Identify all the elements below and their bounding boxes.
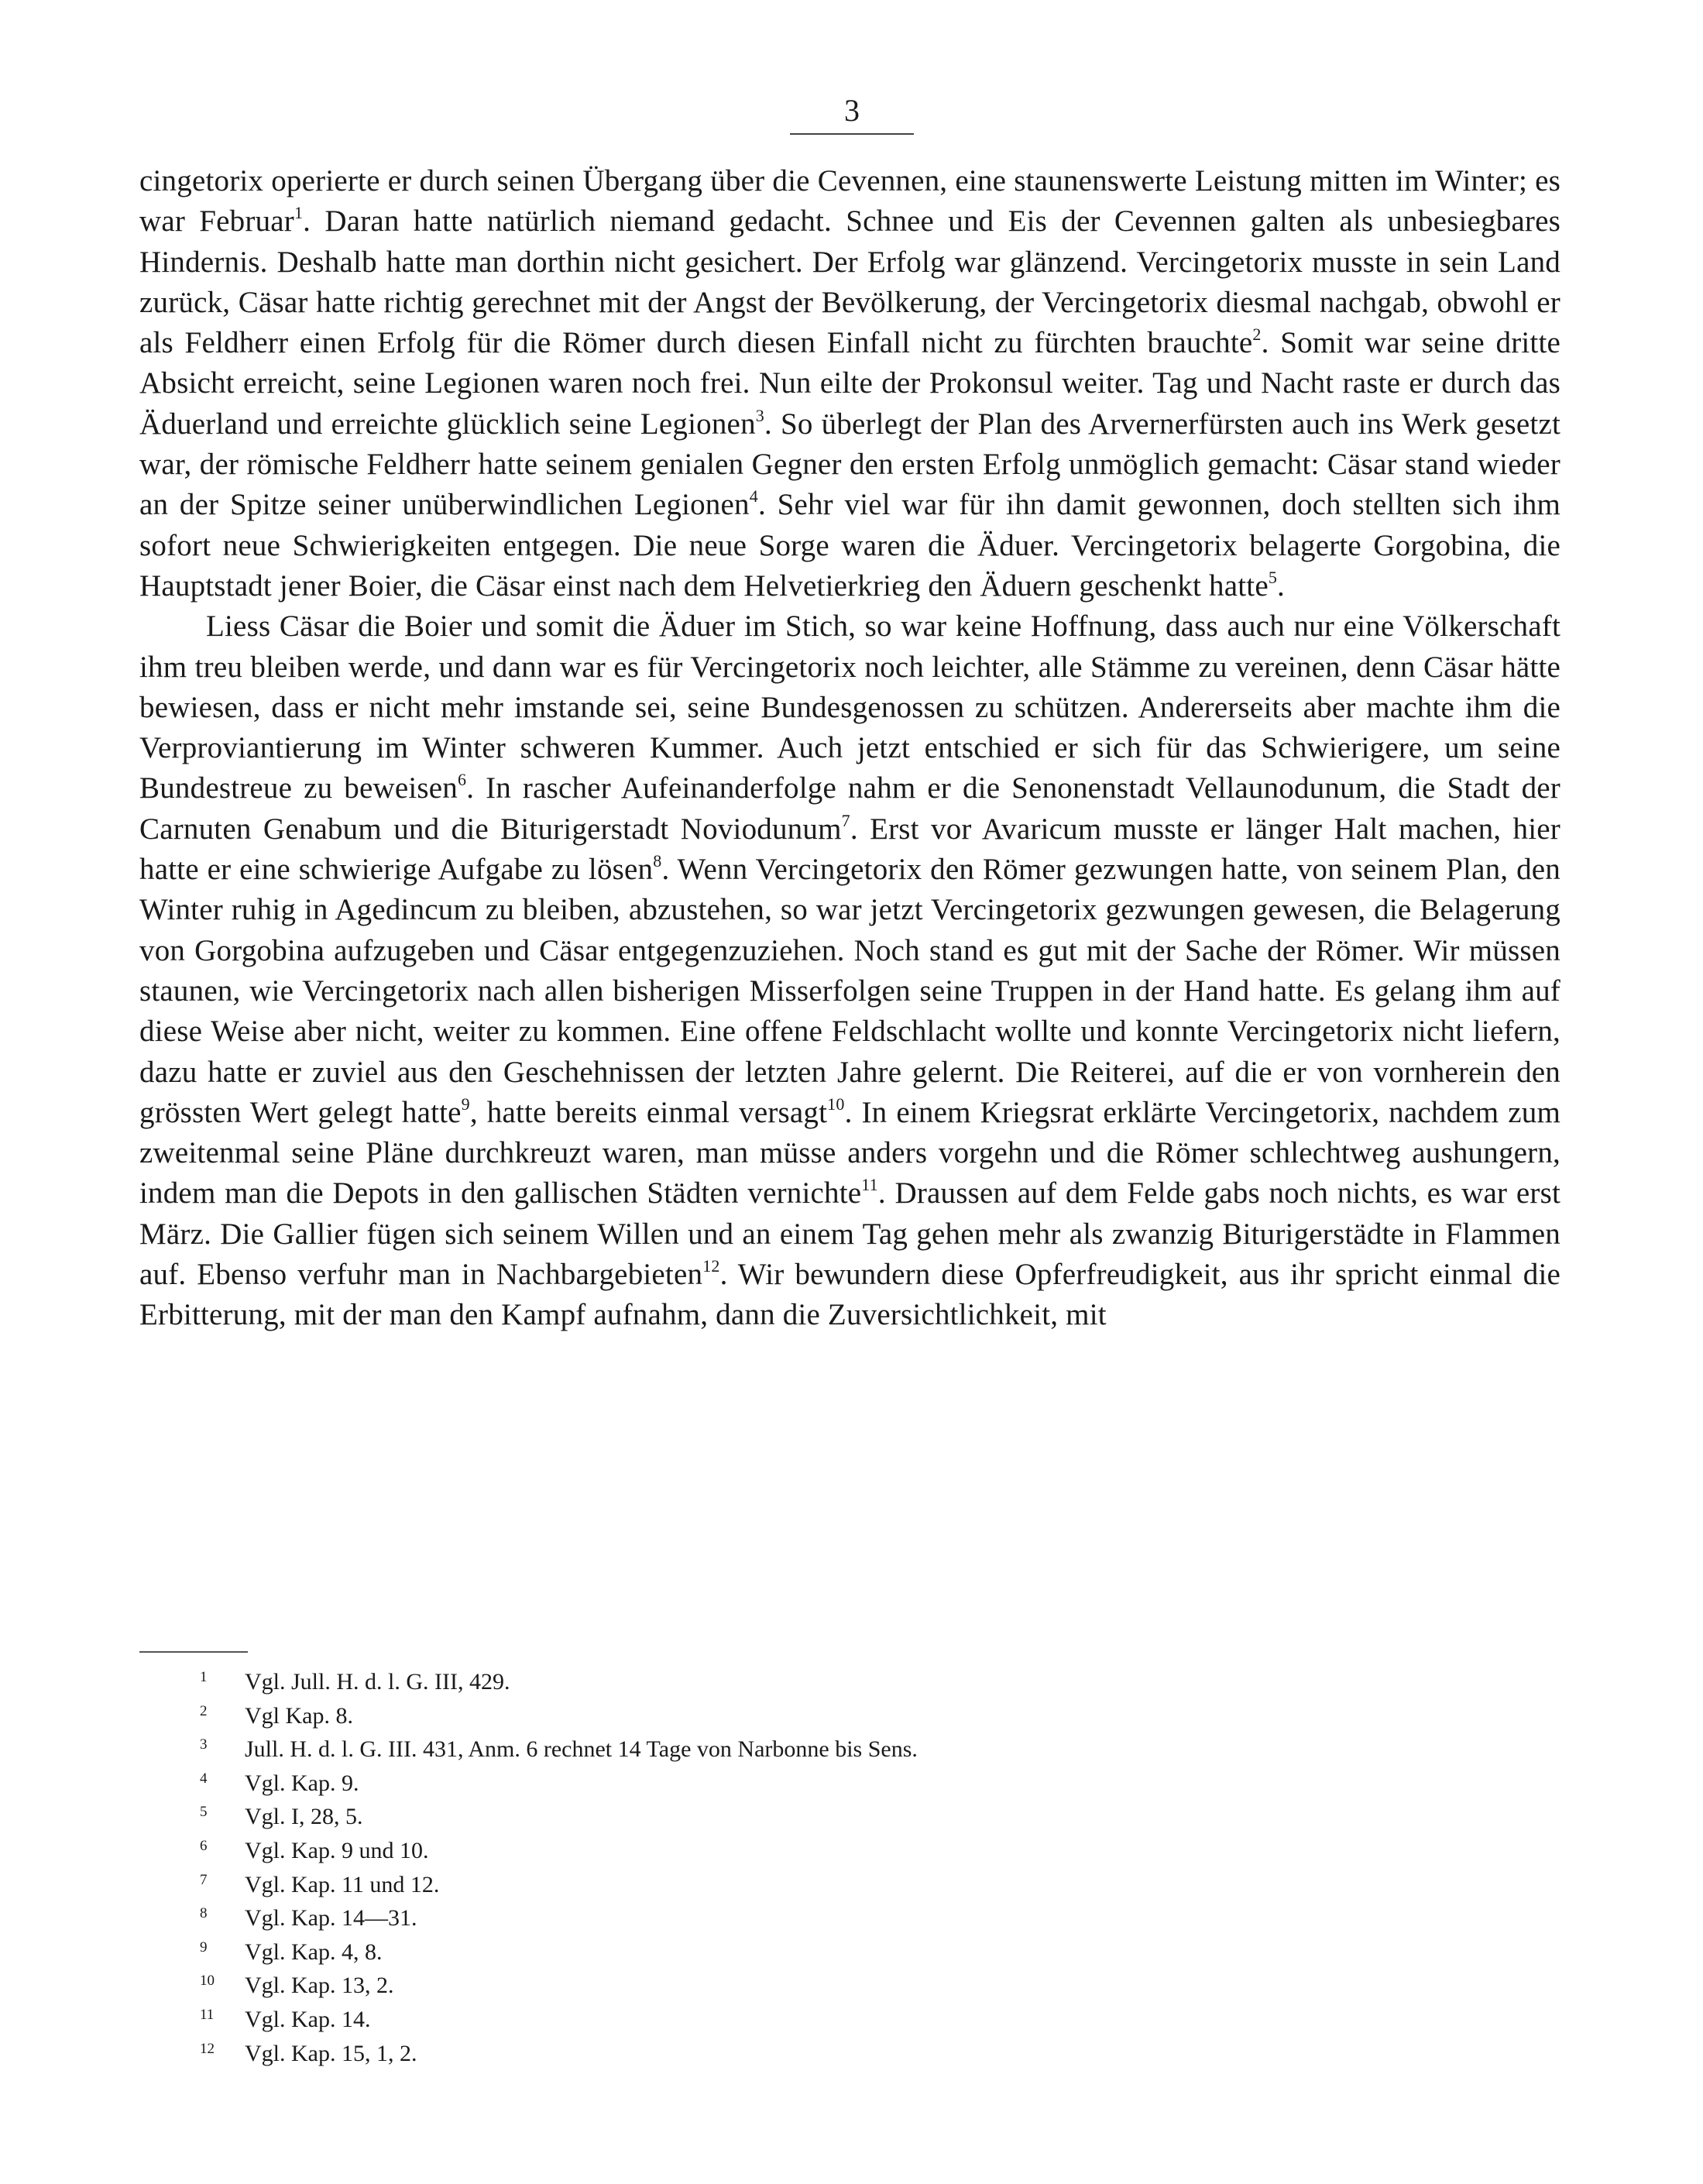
- footnote-reference: 10: [827, 1094, 845, 1114]
- text-run: Liess Cäsar die Boier und somit die Äduer im Stich, so war keine Hoffnung, dass auch nur eine Völkerschaft ihm treu bleiben werde, und dann war es für Vercingetorix noch leichter, alle Stämme zu vereinen, denn Cäsar hätte bewiesen, dass er nicht mehr imstande sei, seine Bundesgenossen zu schützen. Andererseits aber machte ihm die Verproviantierung im Winter schweren Kummer. Auch jetzt entschied er sich für das Schwierigere, um seine Bundestreue zu beweisen: [139, 610, 1561, 805]
- text-run: . In einem Kriegsrat erklärte Vercingetorix, nachdem zum zweitenmal seine Pläne durchkreuzt waren, man müsse anders vorgehn und die Römer schlechtweg aushungern, indem man die Depots in den gallischen Städten vernichte: [139, 1095, 1561, 1210]
- text-run: . Draussen auf dem Felde gabs noch nichts, es war erst März. Die Gallier fügen sich seinem Willen und an einem Tag gehen mehr als zwanzig Biturigerstädte in Flammen auf. Ebenso verfuhr man in Nachbargebieten: [139, 1176, 1561, 1292]
- footnote: 8 Vgl. Kap. 14—31.: [200, 1905, 417, 1932]
- footnote-reference: 7: [841, 810, 850, 830]
- text-run: . Daran hatte natürlich niemand gedacht. Schnee und Eis der Cevennen galten als unbesiegbares Hindernis. Deshalb hatte man dorthin nicht gesichert. Der Erfolg war glänzend. Vercingetorix musste in sein Land zurück, Cäsar hatte richtig gerechnet mit der Angst der Bevölkerung, der Vercingetorix diesmal nachgab, obwohl er als Feldherr einen Erfolg für die Römer durch diesen Einfall nicht zu fürchten brauchte: [139, 204, 1561, 360]
- footnote-text: Vgl. Jull. H. d. l. G. III, 429.: [245, 1669, 510, 1695]
- footnote-text: Vgl. Kap. 14—31.: [245, 1905, 417, 1932]
- footnote-text: Jull. H. d. l. G. III. 431, Anm. 6 rechnet 14 Tage von Narbonne bis Sens.: [245, 1736, 918, 1763]
- text-run: . In rascher Aufeinanderfolge nahm er die Senonenstadt Vellaunodunum, die Stadt der Carnuten Genabum und die Biturigerstadt Noviodunum: [139, 771, 1561, 846]
- text-run: . Wir bewundern diese Opferfreudigkeit, aus ihr spricht einmal die Erbitterung, mit der man den Kampf aufnahm, dann die Zuversichtlichkeit, mit: [139, 1258, 1561, 1332]
- text-run: . So überlegt der Plan des Arvernerfürsten auch ins Werk gesetzt war, der römische Feldherr hatte seinem genialen Gegner den ersten Erfolg unmöglich gemacht: Cäsar stand wieder an der Spitze seiner unüberwindlichen Legionen: [139, 407, 1561, 522]
- footnote: 4 Vgl. Kap. 9.: [200, 1770, 359, 1796]
- footnote: 7 Vgl. Kap. 11 und 12.: [200, 1871, 440, 1897]
- footnote-reference: 4: [749, 486, 758, 507]
- paragraph: [139, 606, 1561, 1335]
- footnote-text: Vgl Kap. 8.: [245, 1702, 353, 1729]
- footnote: 9 Vgl. Kap. 4, 8.: [200, 1938, 383, 1965]
- page-number-rule: [790, 133, 914, 135]
- footnote-reference: 8: [653, 851, 662, 871]
- footnote: 2 Vgl Kap. 8.: [200, 1702, 353, 1729]
- footnote: 12 Vgl. Kap. 15, 1, 2.: [200, 2040, 417, 2066]
- body-text: [139, 161, 1561, 1336]
- footnote-text: Vgl. I, 28, 5.: [245, 1804, 363, 1830]
- footnote-text: Vgl. Kap. 15, 1, 2.: [245, 2040, 417, 2066]
- footnote: 10 Vgl. Kap. 13, 2.: [200, 1973, 394, 1999]
- footnote-reference: 6: [457, 770, 467, 790]
- footnote-reference: 9: [461, 1094, 470, 1114]
- footnote-text: Vgl. Kap. 14.: [245, 2006, 371, 2032]
- footnote-reference: 1: [294, 203, 304, 223]
- footnote-separator: [139, 1651, 248, 1653]
- text-run: . Wenn Vercingetorix den Römer gezwungen hatte, von seinem Plan, den Winter ruhig in Agedincum zu bleiben, abzustehen, so war jetzt Vercingetorix gezwungen gewesen, die Belagerung von Gorgobina aufzugeben und Cäsar entgegenzuziehen. Noch stand es gut mit der Sache der Römer. Wir müssen staunen, wie Vercingetorix nach allen bisherigen Misserfolgen seine Truppen in der Hand hatte. Es gelang ihm auf diese Weise aber nicht, weiter zu kommen. Eine offene Feldschlacht wollte und konnte Vercingetorix nicht liefern, dazu hatte er zuviel aus den Geschehnissen der letzten Jahre gelernt. Die Reiterei, auf die er von vornherein den grössten Wert gelegt hatte: [139, 853, 1561, 1129]
- text-run: cingetorix operierte er durch seinen Übergang über die Cevennen, eine staunenswerte Leistung mitten im Winter; es war Februar: [139, 164, 1561, 239]
- footnote-reference: 5: [1268, 567, 1278, 587]
- footnote: 1 Vgl. Jull. H. d. l. G. III, 429.: [200, 1669, 510, 1695]
- text-run: .: [1277, 568, 1285, 603]
- footnote: 11 Vgl. Kap. 14.: [200, 2006, 371, 2032]
- footnote-text: Vgl. Kap. 9.: [245, 1770, 359, 1796]
- footnote-reference: 2: [1252, 325, 1262, 345]
- footnote: 5 Vgl. I, 28, 5.: [200, 1804, 363, 1830]
- footnote-reference: 11: [861, 1175, 878, 1195]
- footnote-text: Vgl. Kap. 9 und 10.: [245, 1837, 429, 1863]
- text-run: . Sehr viel war für ihn damit gewonnen, doch stellten sich ihm sofort neue Schwierigkeiten entgegen. Die neue Sorge waren die Äduer. Vercingetorix belagerte Gorgobina, die Hauptstadt jener Boier, die Cäsar einst nach dem Helvetierkrieg den Äduern geschenkt hatte: [139, 488, 1561, 603]
- footnote: 6 Vgl. Kap. 9 und 10.: [200, 1837, 429, 1863]
- footnote-reference: 12: [702, 1256, 720, 1276]
- footnote: 3 Jull. H. d. l. G. III. 431, Anm. 6 rechnet 14 Tage von Narbonne bis Sens.: [200, 1736, 918, 1763]
- page-number: 3: [844, 93, 860, 128]
- text-run: . Somit war seine dritte Absicht erreicht, seine Legionen waren noch frei. Nun eilte der Prokonsul weiter. Tag und Nacht raste er durch das Äduerland und erreichte glücklich seine Legionen: [139, 326, 1561, 441]
- paragraph: [139, 161, 1561, 606]
- text-run: . Erst vor Avaricum musste er länger Halt machen, hier hatte er eine schwierige Aufgabe zu lösen: [139, 812, 1561, 887]
- footnote-text: Vgl. Kap. 13, 2.: [245, 1973, 394, 1999]
- text-run: , hatte bereits einmal versagt: [469, 1095, 828, 1129]
- footnote-text: Vgl. Kap. 4, 8.: [245, 1938, 383, 1965]
- footnote-list: [200, 1665, 1439, 2070]
- footnote-text: Vgl. Kap. 11 und 12.: [245, 1871, 440, 1897]
- footnote-reference: 3: [755, 405, 764, 425]
